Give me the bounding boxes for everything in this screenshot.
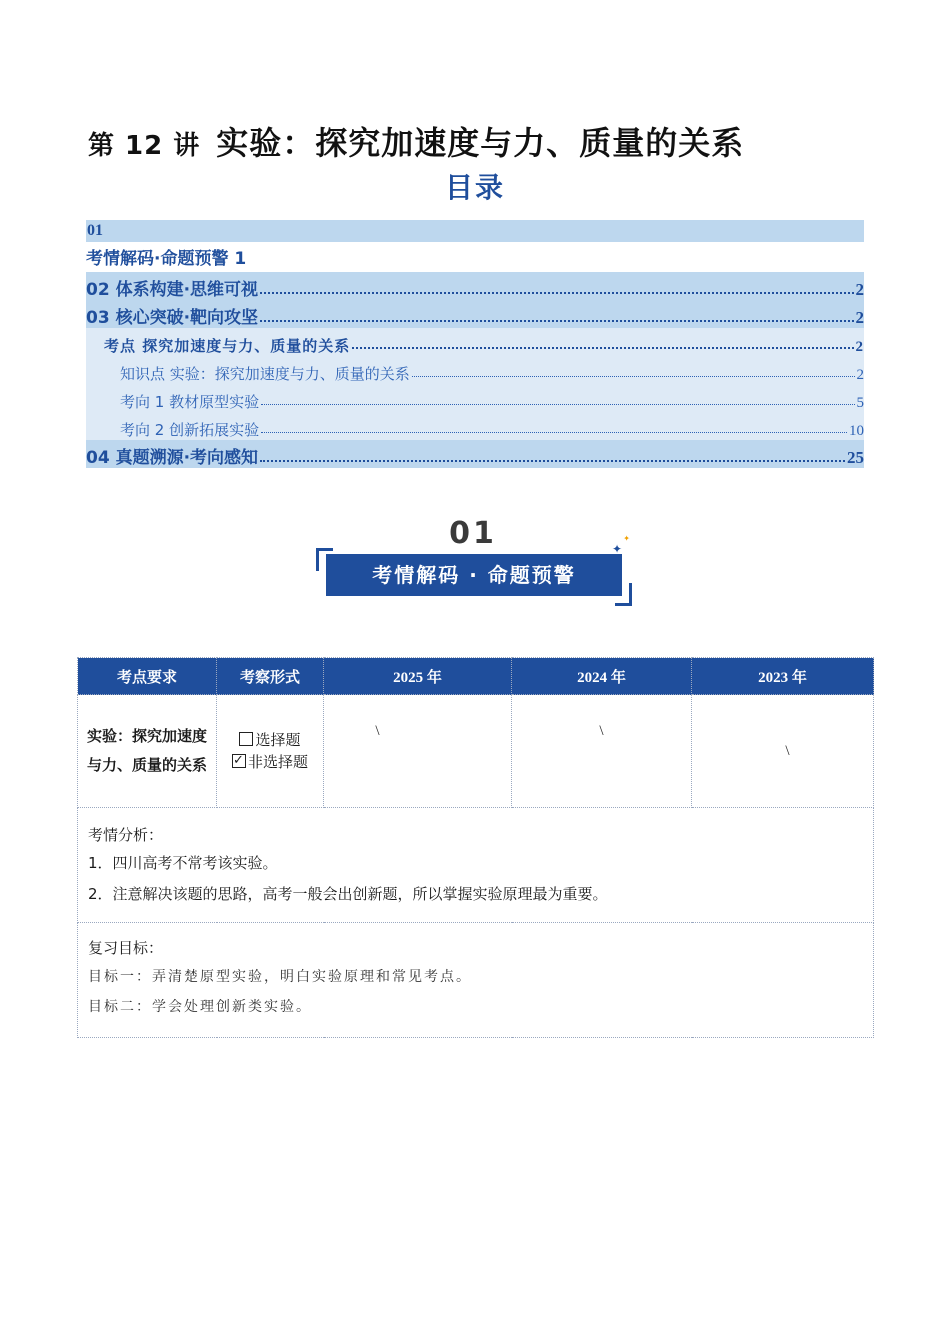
form-cell xyxy=(217,695,324,808)
toc-page: 5 xyxy=(856,395,864,411)
col-header: 2023 年 xyxy=(692,658,874,695)
toc-item-kaoxiang-1[interactable] xyxy=(86,384,864,412)
toc-item-zhenti[interactable] xyxy=(86,440,864,468)
toc-leader xyxy=(261,431,847,433)
toc-leader xyxy=(260,458,845,462)
table-of-contents xyxy=(86,220,864,468)
analysis-cell xyxy=(78,808,874,923)
toc-item-hexin[interactable] xyxy=(86,300,864,328)
toc-leader xyxy=(261,403,854,405)
toc-last-band xyxy=(86,440,864,468)
toc-page: 25 xyxy=(847,448,864,467)
year-2023-cell: \ xyxy=(692,695,874,808)
toc-page: 2 xyxy=(856,367,864,383)
section-banner-title: 考情解码 · 命题预警 xyxy=(326,554,622,596)
toc-item-tixi[interactable] xyxy=(86,272,864,300)
analysis-title: 考情分析： xyxy=(88,826,164,844)
table-row xyxy=(78,923,874,1038)
toc-leader xyxy=(352,345,853,349)
goal-item: 目标一：弄清楚原型实验，明白实验原理和常见考点。 xyxy=(88,969,472,985)
analysis-point: 2．注意解决该题的思路，高考一般会出创新题，所以掌握实验原理最为重要。 xyxy=(88,885,608,903)
table-row xyxy=(78,808,874,923)
option-choice: 选择题 xyxy=(218,729,322,751)
col-header: 考点要求 xyxy=(78,658,217,695)
toc-leader xyxy=(412,375,855,377)
goals-cell xyxy=(78,923,874,1038)
toc-item-label: 知识点 实验：探究加速度与力、质量的关系 xyxy=(120,365,410,383)
sparkle-icon: ✦ xyxy=(611,542,622,556)
exam-analysis-table xyxy=(77,657,874,1038)
col-header: 2025 年 xyxy=(324,658,512,695)
toc-item-label: 考点 探究加速度与力、质量的关系 xyxy=(104,337,351,355)
toc-heading: 目录 xyxy=(444,171,505,204)
toc-leader xyxy=(260,290,853,294)
col-header: 2024 年 xyxy=(512,658,692,695)
col-header: 考察形式 xyxy=(217,658,324,695)
toc-item-label: 02 体系构建·思维可视 xyxy=(86,280,259,300)
toc-item-label: 03 核心突破·靶向攻坚 xyxy=(86,308,259,328)
toc-item-label: 考向 1 教材原型实验 xyxy=(120,393,260,411)
toc-main-band xyxy=(86,272,864,328)
toc-first-number[interactable]: 01 xyxy=(86,220,864,242)
goal-item: 目标二：学会处理创新类实验。 xyxy=(88,999,312,1015)
table-header-row xyxy=(78,658,874,695)
sparkle-icon: ✦ xyxy=(623,534,630,543)
section-banner xyxy=(316,534,632,606)
page-title xyxy=(88,118,744,164)
checkbox-unchecked-icon xyxy=(239,732,253,746)
goals-title: 复习目标： xyxy=(88,939,164,957)
analysis-point: 1．四川高考不常考该实验。 xyxy=(88,854,278,872)
toc-item-label: 04 真题溯源·考向感知 xyxy=(86,448,259,468)
toc-item-kaoqing[interactable]: 考情解码·命题预警 1 xyxy=(86,249,247,269)
toc-page: 2 xyxy=(855,308,864,327)
section-number: 01 xyxy=(449,516,497,551)
lecture-title: 实验：探究加速度与力、质量的关系 xyxy=(216,124,745,162)
toc-leader xyxy=(260,318,853,322)
toc-page: 10 xyxy=(849,423,864,439)
year-2024-cell: \ xyxy=(512,695,692,808)
checkbox-checked-icon xyxy=(232,754,246,768)
lecture-number: 第 12 讲 xyxy=(88,131,201,161)
table-row xyxy=(78,695,874,808)
toc-page: 2 xyxy=(855,339,864,355)
toc-page: 2 xyxy=(855,280,864,299)
toc-sub-band xyxy=(86,328,864,440)
toc-item-kaoxiang-2[interactable] xyxy=(86,412,864,440)
option-nonchoice: ✓非选择题 xyxy=(218,751,322,773)
toc-item-label: 考向 2 创新拓展实验 xyxy=(120,421,260,439)
requirement-cell: 实验：探究加速度与力、质量的关系 xyxy=(78,695,217,808)
toc-item-kaodian[interactable] xyxy=(86,328,864,356)
year-2025-cell: \ xyxy=(324,695,512,808)
toc-item-zhishidian[interactable] xyxy=(86,356,864,384)
